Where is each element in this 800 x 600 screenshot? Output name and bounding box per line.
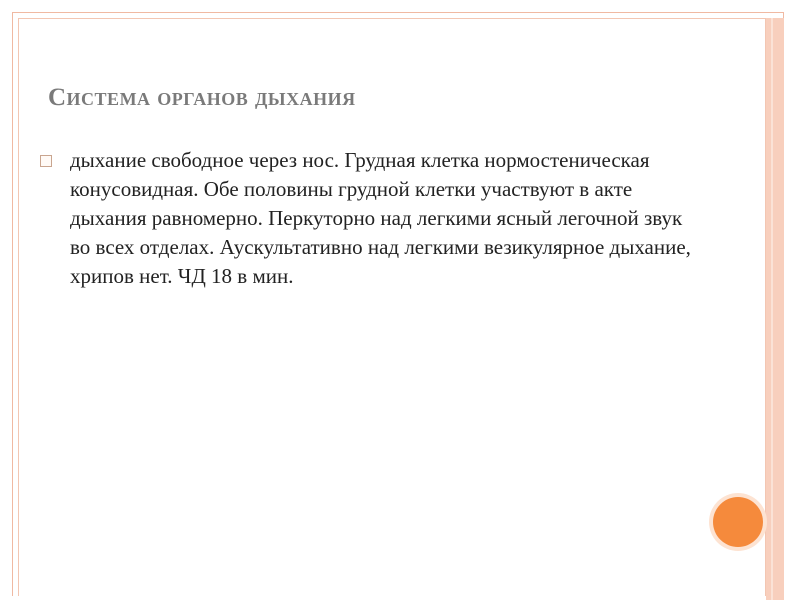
right-decorative-line — [771, 18, 773, 600]
slide-title: Система органов дыхания — [48, 84, 356, 111]
slide-content — [40, 146, 700, 291]
square-bullet-icon — [40, 155, 52, 167]
right-decorative-band — [766, 18, 784, 600]
list-item — [40, 146, 700, 291]
bullet-text: дыхание свободное через нос. Грудная клетка нормостеническая конусовидная. Обе половины грудной клетки участвуют в акте дыхания равномерно. Перкуторно над легкими ясный легочной звук во всех отделах. Аускультативно над легкими везикулярное дыхание, хрипов нет. ЧД 18 в мин. — [70, 148, 691, 288]
orange-circle-icon — [713, 497, 763, 547]
